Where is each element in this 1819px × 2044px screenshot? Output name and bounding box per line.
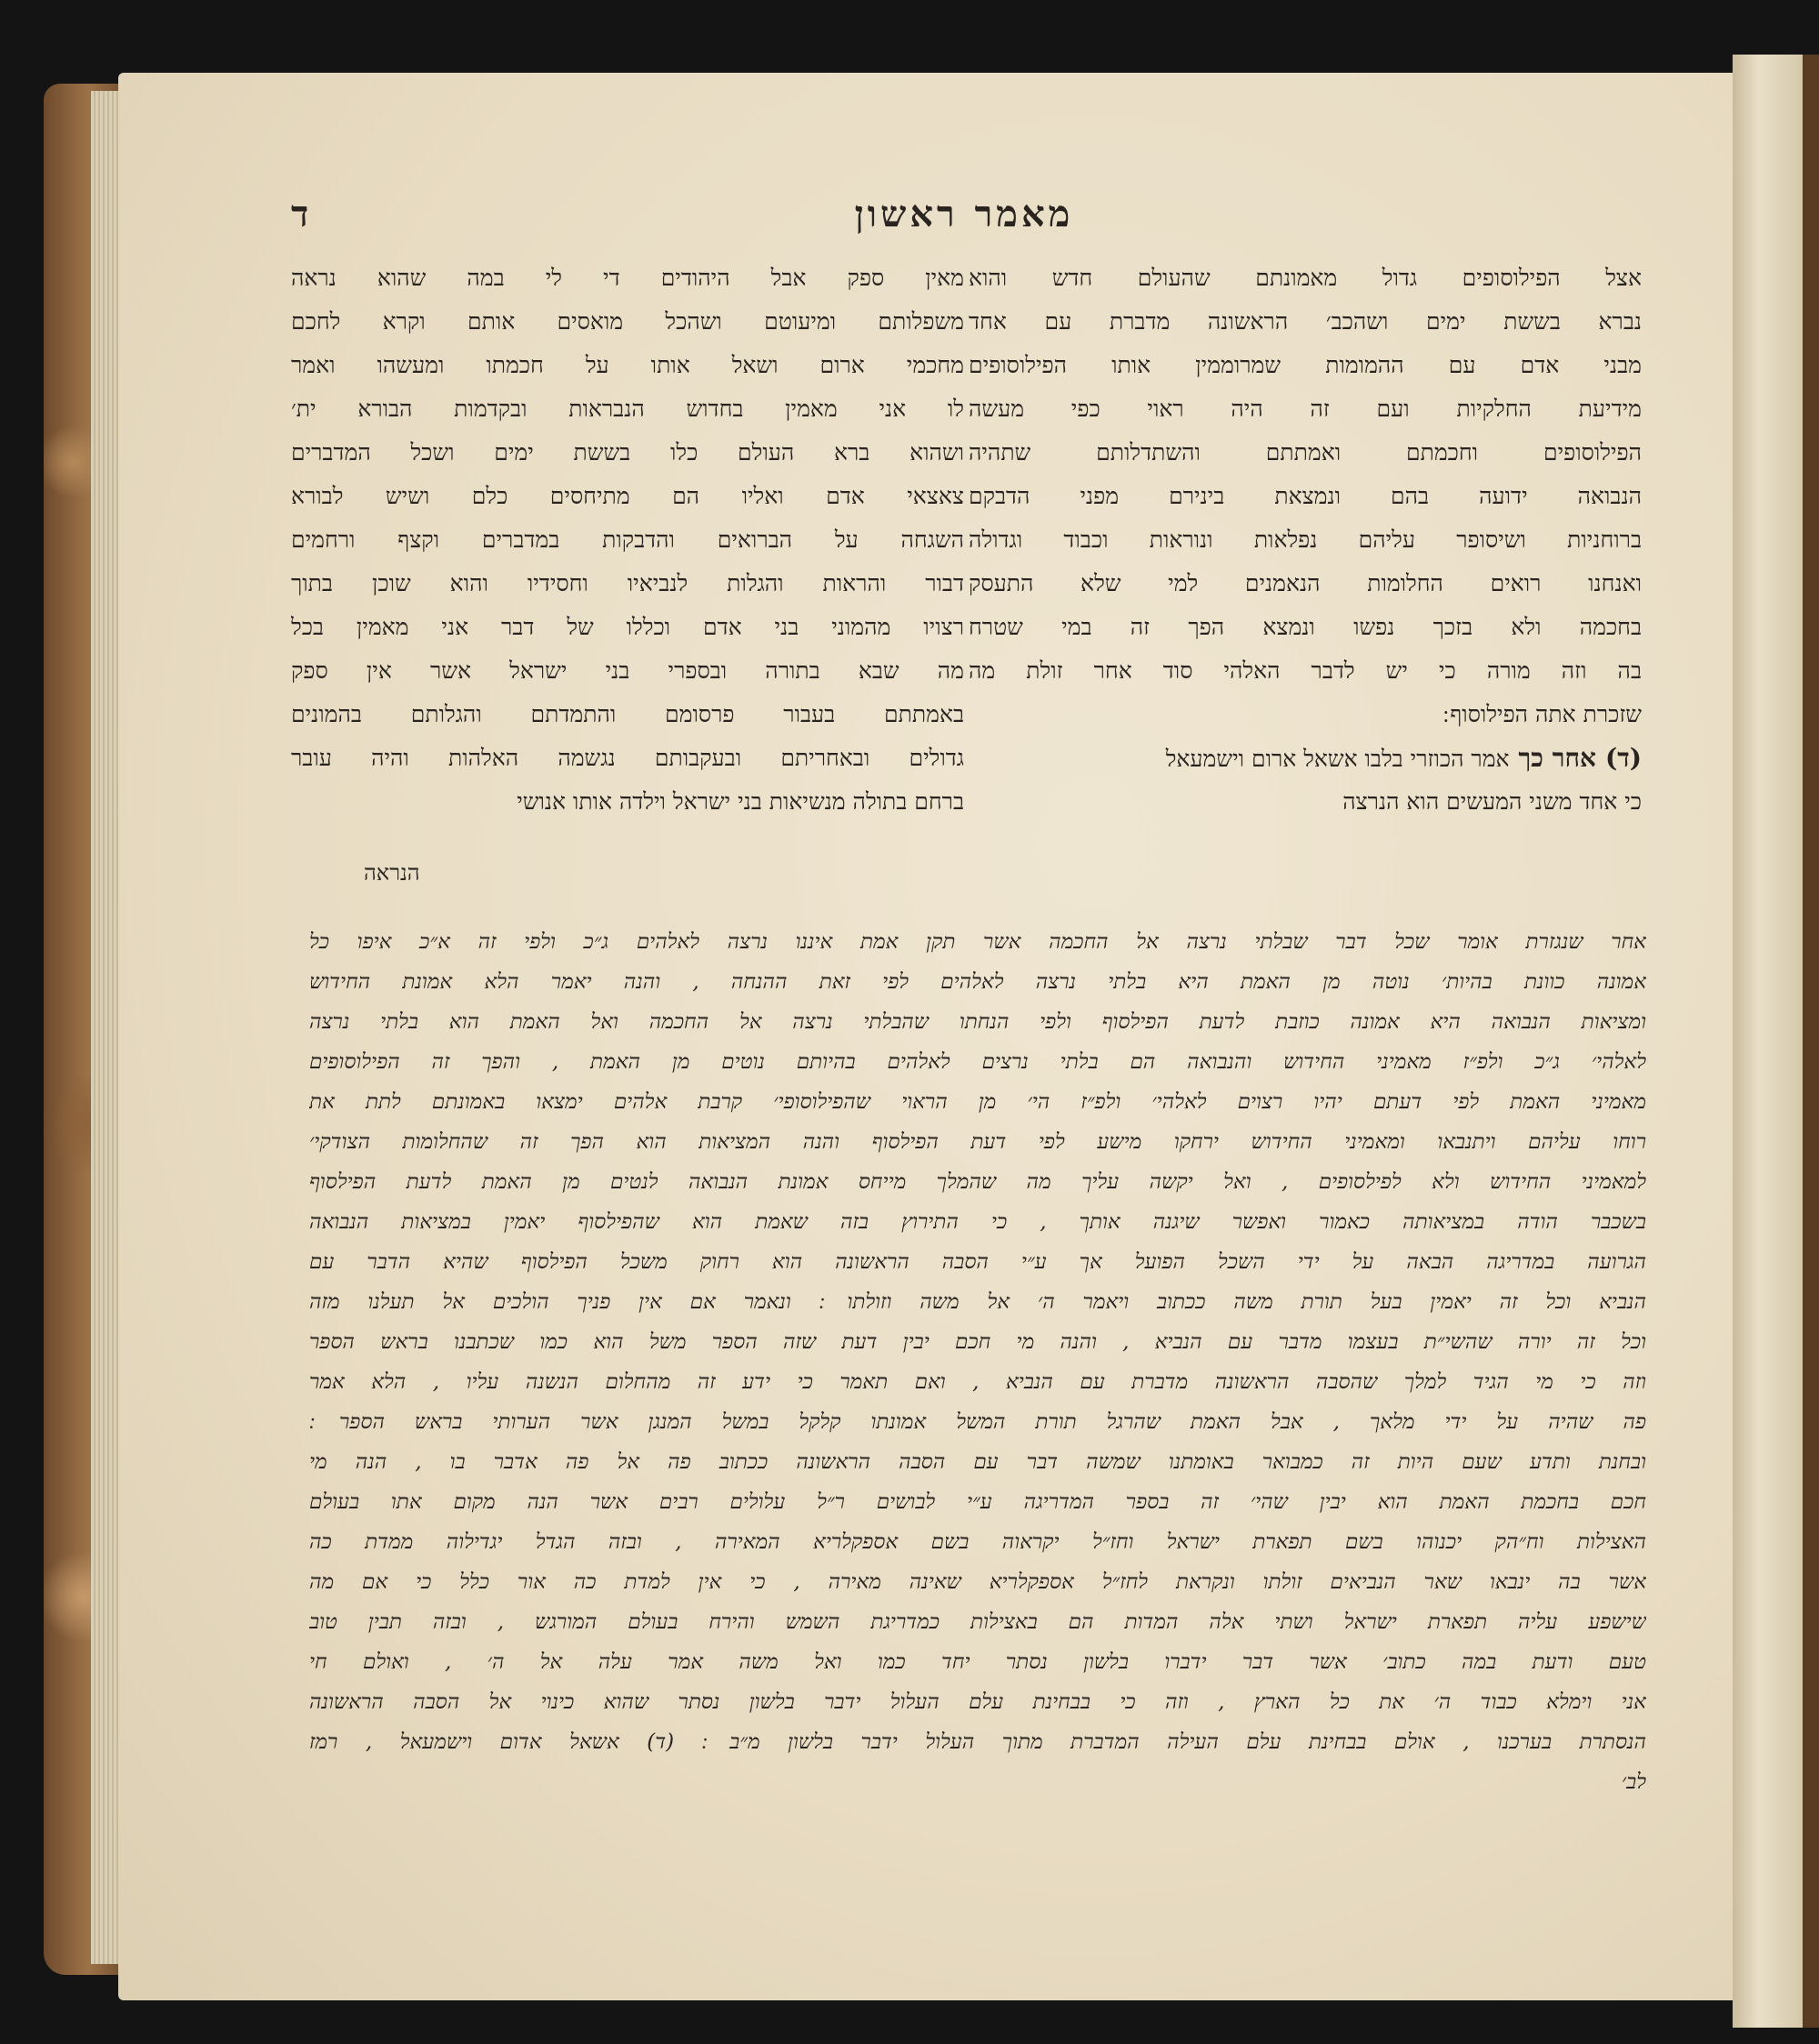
text-line: רצויו מהמוני בני אדם וכללו של דבר אני מאמין בכל [291, 614, 964, 640]
page-title: מאמר ראשון [854, 193, 1074, 235]
commentary-line: הגרועה במדריגה הבאה על ידי השכל הפועל אך ע״י הסבה הראשונה הוא רחוק משכל הפילסוף שהיא הדבר עם [309, 1250, 1646, 1274]
text-line: השגחה על הברואים והדבקות במדברים וקצף ורחמים [291, 526, 964, 553]
text-line: מחכמי ארום ושאל אותו על חכמתו ומעשהו ואמר [291, 352, 964, 378]
running-header [291, 193, 1637, 247]
text-line: ברחם בתולה מנשיאות בני ישראל וילדה אותו אנושי [517, 788, 964, 815]
text-line: נברא בששת ימים ושהכב׳ הראשונה מדברת עם אחד [969, 308, 1642, 335]
section-text: אמר הכוזרי בלבו אשאל ארום וישמעאל [1165, 746, 1510, 772]
commentary-line: שישפע עליה תפארת ישראל ושתי אלה המדות הם באצילות כמדריגת השמש והירח בעולם המורגש , ובזה תבין טוב [309, 1610, 1646, 1634]
commentary-line: לב׳ [1621, 1770, 1646, 1794]
commentary-line: וכל זה יורה שהשי״ת בעצמו מדבר עם הנביא , והנה מי חכם יבין דעת שזה הספר משל הוא כמו שכתבנו בראש הספר [309, 1330, 1646, 1354]
commentary-line: מאמיני האמת לפי דעתם יהיו רצוים לאלהי׳ ולפ״ז הי׳ מן הראוי שהפילוסופי׳ קרבת אלהים ימצאו באמונתם לתת את [309, 1090, 1646, 1114]
commentary-line: ומציאות הנבואה היא אמונה כוזבת לדעת הפילסוף ולפי הנחתו שהבלתי נרצה אל החכמה ואל האמת הוא בלתי נרצה [309, 1010, 1646, 1034]
commentary-line: הנביא וכל זה יאמין בעל תורת משה ככתוב ויאמר ה׳ אל משה וזולתו ׃ ונאמר אם אין פניך הולכים אל תעלנו מזה [309, 1290, 1646, 1314]
text-line: באמתתם בעבור פרסומם והתמדתם והגלותם בהמונים [291, 701, 964, 727]
text-line: מבני אדם עם ההמומות שמרוממין אותו הפילוסופים [969, 352, 1642, 378]
commentary-line: הנסתרת בערכנו , אולם בבחינת עלם העילה המדברת מתוך העלול ידבר בלשון מ״ב ׃ (ד) אשאל אדום וישמעאל , רמז [309, 1730, 1646, 1754]
main-text-right-column [969, 256, 1642, 824]
commentary-line: פה שהיה על ידי מלאך , אבל האמת שהרגל תורת המשל אמונתו קלקל במשל המנגן אשר הערותי בראש הספר ׃ [309, 1410, 1646, 1434]
commentary-line: אמונה כוונת בהיות׳ נוטה מן האמת היא בלתי נרצה לאלהים לפי זאת ההנחה , והנה יאמר הלא אמונת החידוש [309, 970, 1646, 994]
catchword: הנראה [364, 860, 420, 886]
book-cover-right [1803, 55, 1819, 2028]
section-start-line [969, 736, 1642, 780]
commentary-line: חכם בחכמת האמת הוא יבין שהי׳ זה בספר המדריגה ע״י לבושים ר״ל עלולים רבים אשר הנה מקום אתו בעולם [309, 1490, 1646, 1514]
text-line: ושהוא ברא העולם כלו בששת ימים ושכל המדברים [291, 439, 964, 466]
section-text: כי אחד משני המעשים הוא הנרצה [1342, 788, 1642, 815]
commentary-line: לאלהי׳ ג״כ ולפ״ז מאמיני החידוש והנבואה הם בלתי נרצים לאלהים בהיותם נוטים מן האמת , והפך זה הפילוסופים [309, 1050, 1646, 1074]
text-line: אצל הפילוסופים גדול מאמונתם שהעולם חדש והוא [969, 265, 1642, 291]
commentary-line: אני וימלא כבוד ה׳ את כל הארץ , וזה כי בבחינת עלם העלול ידבר בלשון נסתר שהוא כינוי אל הסבה הראשונה [309, 1690, 1646, 1714]
commentary-line: האצילות וח״הק יכנוהו בשם תפארת ישראל וחז״ל יקראוה בשם אספקלריא המאירה , ובזה הגדל יגדילוה ממדת כה [309, 1530, 1646, 1554]
text-line: בה וזה מורה כי יש לדבר האלהי סוד אחר זולת מה [969, 657, 1642, 684]
commentary-line: אחר שנגזרת אומר שכל דבר שבלתי נרצה אל החכמה אשר תקן אמת איננו נרצה לאלהים ג״כ ולפי זה א״כ איפו כל [309, 930, 1646, 954]
text-line: הנבואה ידועה בהם ונמצאת בינירם מפני הדבקם [969, 483, 1642, 509]
commentary-line: טעם ודעת במה כתוב׳ אשר דבר ידברו בלשון נסתר יחד כמו ואל משה אמר עלה אל ה׳ , ואולם חי [309, 1650, 1646, 1674]
text-line: מידיעת החלקיות ועם זה היה ראוי כפי מעשה [969, 396, 1642, 422]
text-line: משפלותם ומיעוטם ושהכל מואסים אותם וקרא לחכם [291, 308, 964, 335]
commentary-line: וזה כי מי הגיד למלך שהסבה הראשונה מדברת עם הנביא , ואם תאמר כי ידע זה מהחלום הנשנה עליו , הלא אמר [309, 1370, 1646, 1394]
text-line: ברוחניות ושיסופר עליהם נפלאות ונוראות וכבוד וגדולה [969, 526, 1642, 553]
text-line: מאין ספק אבל היהודים די לי במה שהוא נראה [291, 265, 964, 291]
text-line: דבור והראות והגלות לנביאיו וחסידיו והוא שוכן בתוך [291, 570, 964, 596]
text-line: ואנחנו רואים החלומות הנאמנים למי שלא התעסק [969, 570, 1642, 596]
commentary-line: אשר בה ינבאו שאר הנביאים זולתו ונקראת לחז״ל אספקלריא שאינה מאירה , כי אין למדת כה אור כלל כי אם מה [309, 1570, 1646, 1594]
text-line: מה שבא בתורה ובספרי בני ישראל אשר אין ספק [291, 657, 964, 684]
main-text-left-column [291, 256, 964, 824]
commentary-line: למאמיני החידוש ולא לפילסופים , ואל יקשה עליך מה שהמלך מייחס אמונת הנבואה לנטים מן האמת לדעת הפילסוף [309, 1170, 1646, 1194]
text-line: לו אני מאמין בחדוש הנבראות ובקדמות הבורא ית׳ [291, 396, 964, 422]
section-lead-words: אחר כך [1518, 743, 1597, 773]
text-line: שזכרת אתה הפילוסוף ׃ [1442, 701, 1642, 727]
text-line: צאצאי אדם ואליו הם מתיחסים כלם ושיש לבורא [291, 483, 964, 509]
text-line: בחכמה ולא בזכך נפשו ונמצא הפך זה במי שטרח [969, 614, 1642, 640]
commentary-line: ובחנת ותדע שעם היות זה כמבואר באומתנו שמשה דבר עם הסבה הראשונה ככתוב פה אל פה אדבר בו , הנה מי [309, 1450, 1646, 1474]
section-marker: (ד) [1605, 743, 1642, 773]
text-line: גדולים ובאחריתם ובעקבותם נגשמה האלהות והיה עובר [291, 745, 964, 771]
commentary-line: בשכבר הודה במציאותה כאמור ואפשר שיגנה אותך , כי התירוץ בזה שאמת הוא שהפילסוף יאמין במציאות הנבואה [309, 1210, 1646, 1234]
page-number: ד [291, 193, 309, 235]
commentary-block [309, 922, 1646, 1802]
commentary-line: רוחו עליהם ויתנבאו ומאמיני החידוש ירחקו מישע לפי דעת הפילסוף והנה המציאות הוא הפך זה שהחלומות הצודקי׳ [309, 1130, 1646, 1154]
text-line: הפילוסופים וחכמתם ואמתתם והשתדלותם שתהיה [969, 439, 1642, 466]
